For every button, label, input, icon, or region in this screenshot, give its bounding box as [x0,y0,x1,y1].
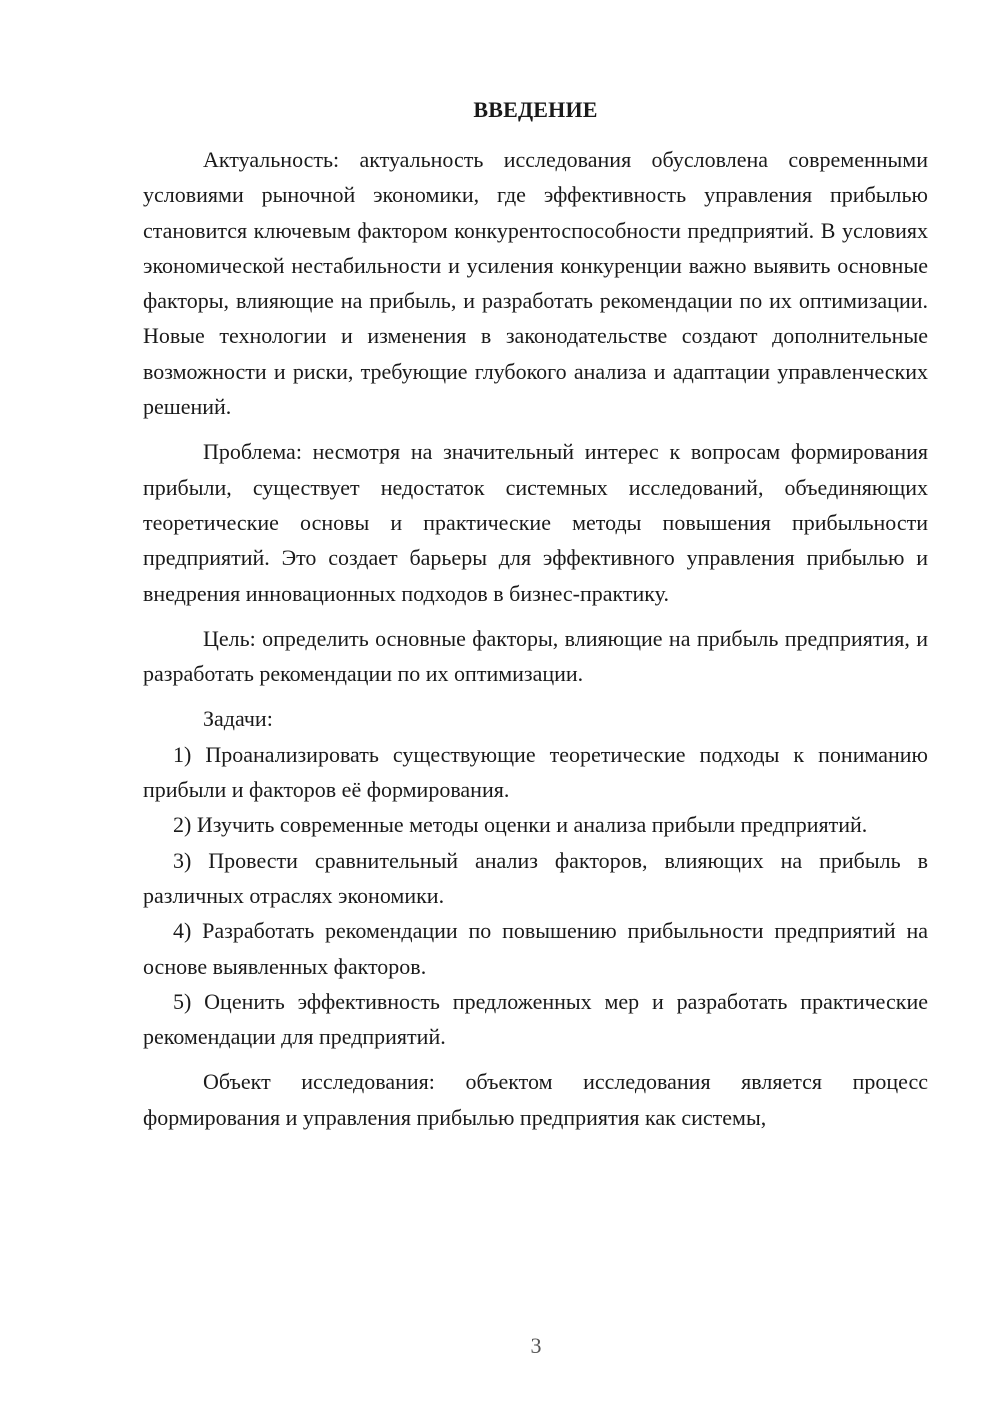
task-item-2: 2) Изучить современные методы оценки и анализа прибыли предприятий. [173,812,868,838]
task-item-4: 4) Разработать рекомендации по повышению прибыльности предприятий на основе выявленных факторов. [143,918,928,979]
paragraph-problem: Проблема: несмотря на значительный интерес к вопросам формирования прибыли, существует недостаток системных исследований, объединяющих теоретические основы и практические методы повышения прибыльности предприятий. Это создает барьеры для эффективного управления прибылью и внедрения инновационных подходов в бизнес-практику. [143,439,928,606]
task-item-5: 5) Оценить эффективность предложенных мер и разработать практические рекомендации для предприятий. [143,988,928,1050]
task-item-1: 1) Проанализировать существующие теоретические подходы к пониманию прибыли и факторов её формирования. [143,741,928,803]
task-item-3: 3) Провести сравнительный анализ факторов, влияющих на прибыль в различных отраслях экономики. [143,847,928,908]
page-number: 3 [530,1333,542,1358]
document-body [143,142,928,1135]
section-heading: ВВЕДЕНИЕ [473,97,598,122]
paragraph-object: Объект исследования: объектом исследования является процесс формирования и управления прибылью предприятия как системы, [143,1069,928,1130]
paragraph-relevance: Актуальность: актуальность исследования обусловлена современными условиями рыночной экономики, где эффективность управления прибылью становится ключевым фактором конкурентоспособности предприятий. В условиях экономической нестабильности и усиления конкуренции важно выявить основные факторы, влияющие на прибыль, и разработать рекомендации по их оптимизации. Новые технологии и изменения в законодательстве создают дополнительные возможности и риски, требующие глубокого анализа и адаптации управленческих решений. [143,147,928,420]
paragraph-goal: Цель: определить основные факторы, влияющие на прибыль предприятия, и разработать рекомендации по их оптимизации. [143,625,928,687]
tasks-label: Задачи: [203,706,273,732]
